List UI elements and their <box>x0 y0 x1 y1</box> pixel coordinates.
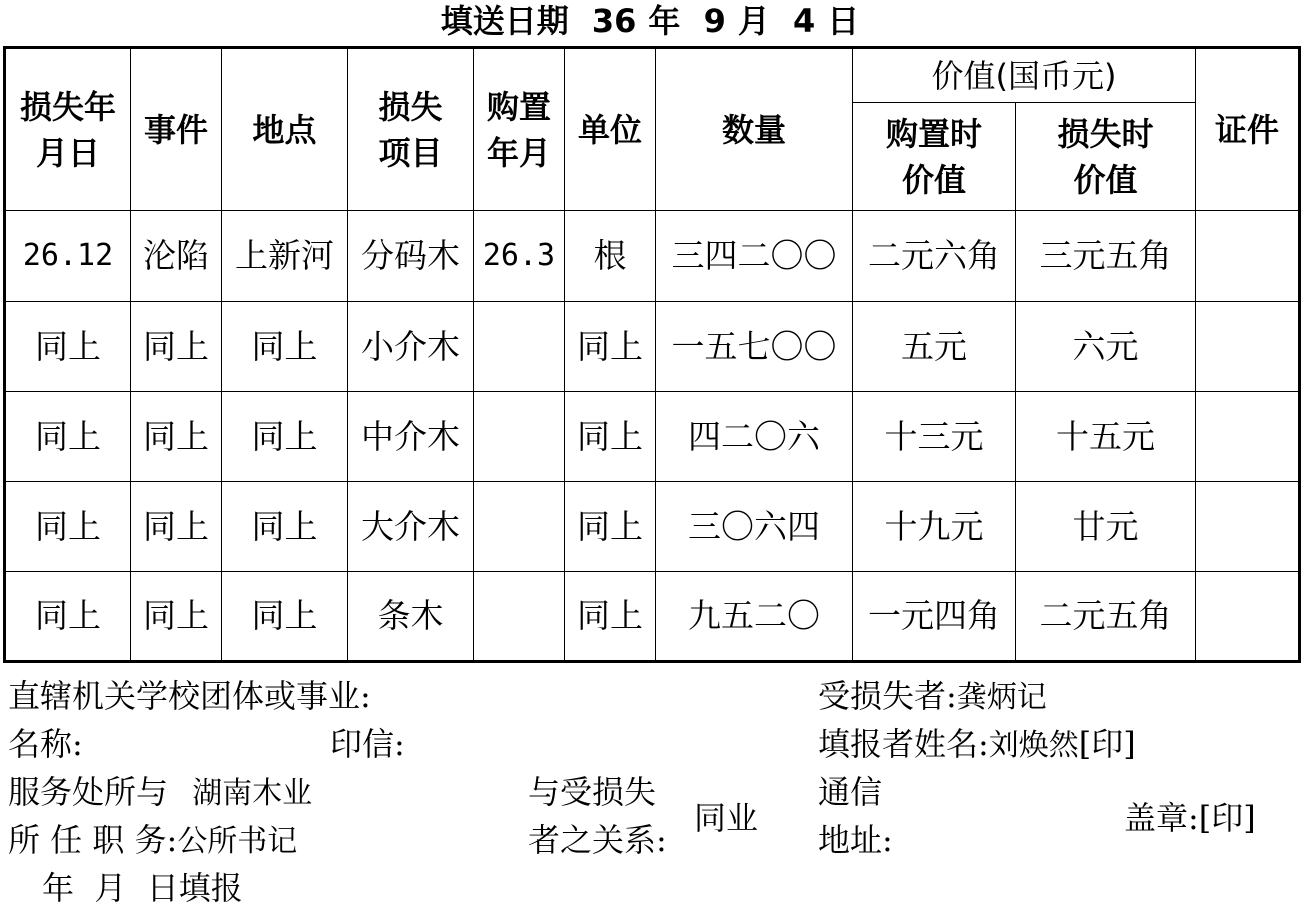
seal-label: 印信: <box>330 725 405 763</box>
loss-table <box>3 46 1301 663</box>
header-purchase-date: 购置年月 <box>474 48 565 211</box>
header-value-purchase: 购置时价值 <box>853 103 1016 211</box>
cell-value-purchase: 二元六角 <box>853 211 1016 302</box>
cell-event: 同上 <box>131 302 222 392</box>
cell-location: 同上 <box>222 302 348 392</box>
cell-value-purchase: 十三元 <box>853 392 1016 482</box>
date-day-unit: 日 <box>827 2 860 40</box>
cell-quantity: 三〇六四 <box>656 482 853 572</box>
date-month: 9 <box>703 2 726 40</box>
relation-value: 同业 <box>694 799 759 837</box>
reporter-value: 刘焕然 <box>988 728 1079 763</box>
report-date-title <box>0 0 1300 42</box>
reporter-stamp: [印] <box>1078 725 1136 763</box>
cell-item: 分码木 <box>348 211 474 302</box>
victim-label: 受损失者: <box>818 677 957 715</box>
cell-certificate <box>1196 211 1300 302</box>
position-field <box>8 820 297 862</box>
relation-label-1: 与受损失 <box>528 773 657 811</box>
cell-certificate <box>1196 482 1300 572</box>
cell-event: 同上 <box>131 482 222 572</box>
cell-value-loss: 三元五角 <box>1016 211 1196 302</box>
contact-label-1: 通信 <box>818 773 883 811</box>
cell-value-loss: 二元五角 <box>1016 572 1196 662</box>
header-event: 事件 <box>131 48 222 211</box>
cell-loss-date: 同上 <box>5 572 131 662</box>
report-footer <box>0 670 1308 913</box>
cell-event: 同上 <box>131 572 222 662</box>
victim-field <box>818 676 1047 718</box>
date-filled-text: 年 月 日填报 <box>42 869 243 907</box>
cell-item: 中介木 <box>348 392 474 482</box>
date-day: 4 <box>792 2 816 40</box>
service-field <box>8 772 312 814</box>
table-row <box>5 572 1300 662</box>
name-label: 名称: <box>8 725 83 763</box>
stamp-field <box>1124 798 1256 838</box>
header-location: 地点 <box>222 48 348 211</box>
cell-value-purchase: 五元 <box>853 302 1016 392</box>
cell-loss-date: 同上 <box>5 482 131 572</box>
cell-purchase-date <box>474 482 565 572</box>
date-year-unit: 年 <box>648 2 681 40</box>
cell-certificate <box>1196 392 1300 482</box>
cell-event: 同上 <box>131 392 222 482</box>
header-loss-item: 损失项目 <box>348 48 474 211</box>
header-certificate: 证件 <box>1196 48 1300 211</box>
cell-value-loss: 六元 <box>1016 302 1196 392</box>
header-value-loss: 损失时价值 <box>1016 103 1196 211</box>
cell-unit: 同上 <box>565 392 656 482</box>
cell-unit: 根 <box>565 211 656 302</box>
date-label: 填送日期 <box>440 2 569 40</box>
contact-label-2: 地址: <box>818 821 893 859</box>
position-label: 所 任 职 务: <box>8 821 178 859</box>
cell-unit: 同上 <box>565 572 656 662</box>
cell-loss-date: 同上 <box>5 392 131 482</box>
cell-event: 沦陷 <box>131 211 222 302</box>
cell-item: 大介木 <box>348 482 474 572</box>
cell-value-purchase: 一元四角 <box>853 572 1016 662</box>
table-row <box>5 211 1300 302</box>
cell-location: 同上 <box>222 392 348 482</box>
cell-quantity: 四二〇六 <box>656 392 853 482</box>
cell-quantity: 一五七〇〇 <box>656 302 853 392</box>
service-value: 湖南木业 <box>192 776 313 811</box>
cell-certificate <box>1196 572 1300 662</box>
cell-value-loss: 十五元 <box>1016 392 1196 482</box>
relation-label-2: 者之关系: <box>528 821 667 859</box>
cell-quantity: 三四二〇〇 <box>656 211 853 302</box>
cell-value-purchase: 十九元 <box>853 482 1016 572</box>
date-filled-line <box>8 868 243 908</box>
stamp-label: 盖章: <box>1124 799 1199 837</box>
cell-item: 小介木 <box>348 302 474 392</box>
table-row <box>5 302 1300 392</box>
cell-location: 同上 <box>222 482 348 572</box>
cell-purchase-date <box>474 392 565 482</box>
cell-purchase-date <box>474 302 565 392</box>
cell-loss-date: 26.12 <box>5 211 131 302</box>
date-year: 36 <box>591 2 637 40</box>
cell-quantity: 九五二〇 <box>656 572 853 662</box>
cell-unit: 同上 <box>565 302 656 392</box>
cell-location: 同上 <box>222 572 348 662</box>
table-row <box>5 482 1300 572</box>
position-value: 公所书记 <box>177 824 298 859</box>
cell-location: 上新河 <box>222 211 348 302</box>
org-label: 直辖机关学校团体或事业: <box>8 677 371 715</box>
cell-purchase-date: 26.3 <box>474 211 565 302</box>
table-row <box>5 392 1300 482</box>
reporter-label: 填报者姓名: <box>818 725 989 763</box>
cell-purchase-date <box>474 572 565 662</box>
victim-value: 龚炳记 <box>956 680 1047 715</box>
service-label: 服务处所与 <box>8 773 169 811</box>
header-value-group: 价值(国币元) <box>853 48 1196 103</box>
header-unit: 单位 <box>565 48 656 211</box>
reporter-field <box>818 724 1136 766</box>
cell-item: 条木 <box>348 572 474 662</box>
cell-loss-date: 同上 <box>5 302 131 392</box>
header-loss-date: 损失年月日 <box>5 48 131 211</box>
cell-certificate <box>1196 302 1300 392</box>
header-quantity: 数量 <box>656 48 853 211</box>
stamp-value: [印] <box>1198 799 1256 837</box>
date-month-unit: 月 <box>737 2 770 40</box>
cell-value-loss: 廿元 <box>1016 482 1196 572</box>
cell-unit: 同上 <box>565 482 656 572</box>
